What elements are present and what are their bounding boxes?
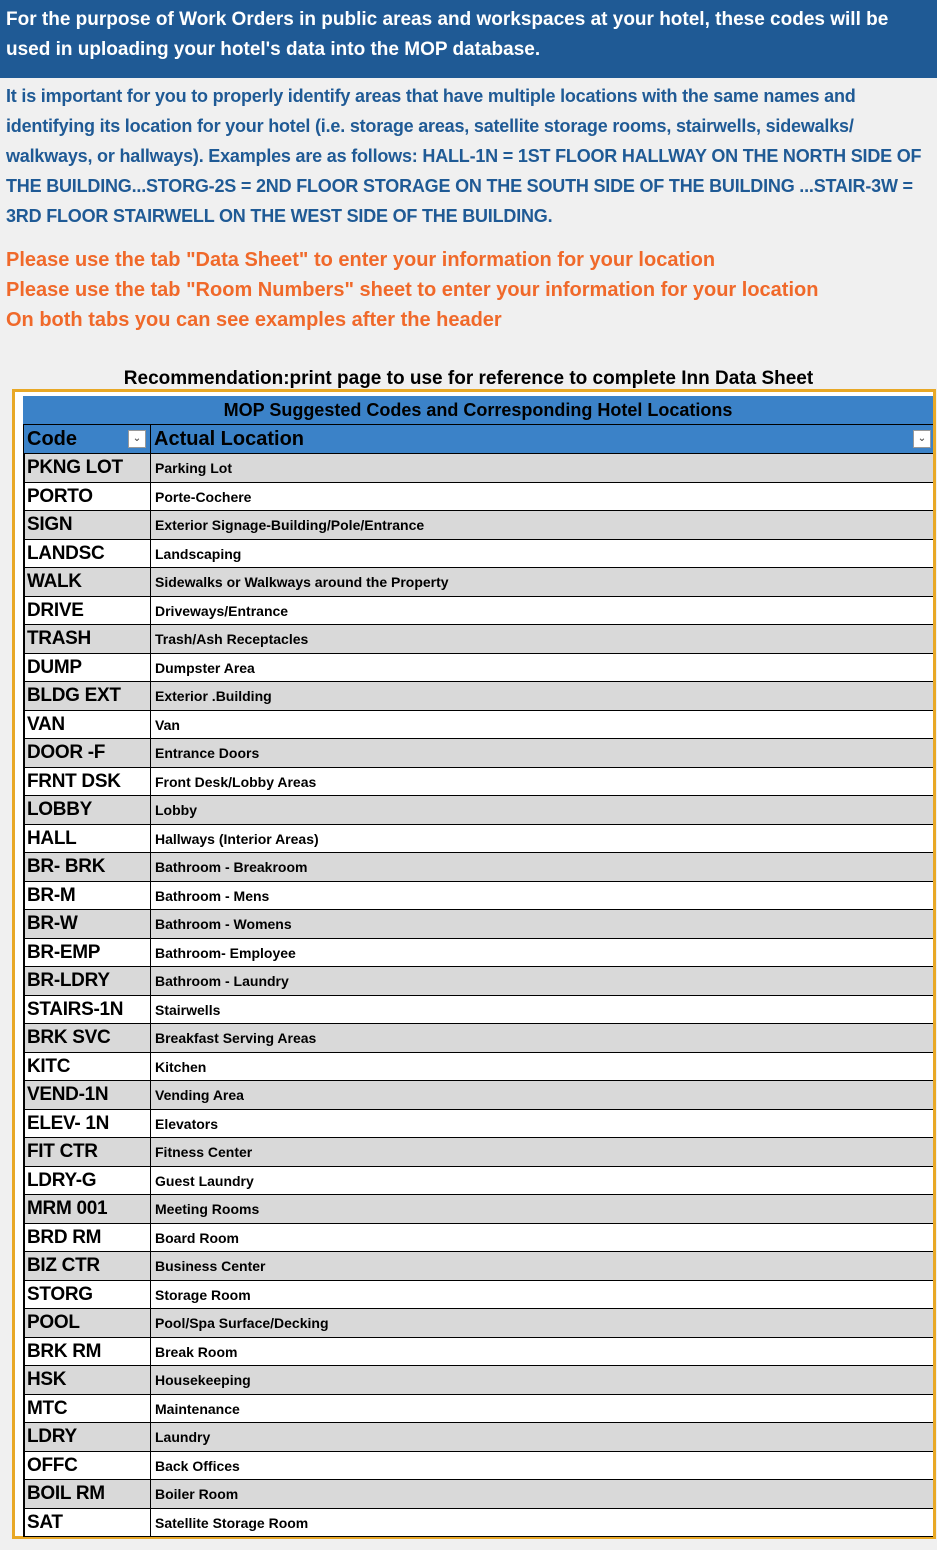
instruction-line: On both tabs you can see examples after the header: [6, 309, 502, 331]
table-row[interactable]: [25, 1167, 933, 1196]
table-row[interactable]: [25, 1252, 933, 1281]
table-row[interactable]: [25, 654, 933, 683]
location-cell[interactable]: Sidewalks or Walkways around the Property: [155, 574, 449, 590]
table-row[interactable]: [25, 1138, 933, 1167]
location-cell[interactable]: Trash/Ash Receptacles: [155, 631, 309, 647]
info-paragraph: [6, 81, 931, 231]
location-cell[interactable]: Parking Lot: [155, 460, 233, 476]
intro-banner: [0, 0, 937, 78]
table-row[interactable]: [25, 1309, 933, 1338]
location-cell[interactable]: Bathroom - Womens: [155, 916, 292, 932]
table-body: [23, 454, 933, 1537]
table-row[interactable]: [25, 1338, 933, 1367]
table-row[interactable]: [25, 1281, 933, 1310]
location-cell[interactable]: Lobby: [155, 802, 197, 818]
code-cell[interactable]: BIZ CTR: [25, 1252, 151, 1280]
column-header-code[interactable]: [23, 425, 151, 453]
location-cell[interactable]: Bathroom - Breakroom: [155, 859, 308, 875]
code-cell[interactable]: WALK: [25, 568, 151, 596]
code-cell[interactable]: PORTO: [25, 483, 151, 511]
code-cell[interactable]: DOOR -F: [25, 739, 151, 767]
code-cell[interactable]: POOL: [25, 1309, 151, 1337]
code-cell[interactable]: BR- BRK: [25, 853, 151, 881]
code-cell[interactable]: BR-W: [25, 910, 151, 938]
table-row[interactable]: [25, 1366, 933, 1395]
location-cell[interactable]: Bathroom - Mens: [155, 887, 270, 904]
location-cell[interactable]: Bathroom- Employee: [155, 944, 296, 961]
code-cell[interactable]: MRM 001: [25, 1195, 151, 1223]
code-cell[interactable]: OFFC: [25, 1452, 151, 1480]
code-cell[interactable]: KITC: [25, 1053, 151, 1081]
location-cell[interactable]: Kitchen: [155, 1058, 207, 1075]
table-row[interactable]: [25, 996, 933, 1025]
column-header-location[interactable]: [151, 425, 933, 453]
code-cell[interactable]: DUMP: [25, 654, 151, 682]
code-cell[interactable]: LANDSC: [25, 540, 151, 568]
intro-banner-text: For the purpose of Work Orders in public areas and workspaces at your hotel, these codes will be used in uploading your hotel's data into the MOP database.: [6, 9, 889, 60]
location-cell[interactable]: Pool/Spa Surface/Decking: [155, 1315, 329, 1331]
location-cell[interactable]: Fitness Center: [155, 1144, 253, 1160]
location-cell[interactable]: Breakfast Serving Areas: [155, 1030, 317, 1046]
code-cell[interactable]: ELEV- 1N: [25, 1110, 151, 1138]
location-cell[interactable]: Hallways (Interior Areas): [155, 830, 319, 847]
table-row[interactable]: [25, 882, 933, 911]
location-cell[interactable]: Board Room: [155, 1229, 239, 1246]
table-row[interactable]: [25, 454, 933, 483]
table-row[interactable]: [25, 967, 933, 996]
code-cell[interactable]: HSK: [25, 1366, 151, 1394]
code-cell[interactable]: BOIL RM: [25, 1480, 151, 1508]
location-cell[interactable]: Driveways/Entrance: [155, 602, 289, 619]
location-cell[interactable]: Guest Laundry: [155, 1172, 254, 1189]
location-cell[interactable]: Porte-Cochere: [155, 488, 252, 505]
table-row[interactable]: [25, 540, 933, 569]
location-cell[interactable]: Stairwells: [155, 1001, 221, 1018]
filter-dropdown-location-icon[interactable]: ⌄: [913, 430, 931, 448]
column-header-location-label: Actual Location: [154, 428, 305, 450]
location-cell[interactable]: Exterior .Building: [155, 688, 272, 704]
table-row[interactable]: [25, 939, 933, 968]
table-row[interactable]: [25, 1452, 933, 1481]
table-row[interactable]: [25, 682, 933, 711]
table-row[interactable]: [25, 568, 933, 597]
code-cell[interactable]: BRK SVC: [25, 1024, 151, 1052]
instructions: [6, 245, 931, 335]
code-cell[interactable]: BR-M: [25, 882, 151, 910]
recommendation-heading: Recommendation:print page to use for reference to complete Inn Data Sheet: [123, 368, 814, 389]
code-cell[interactable]: BLDG EXT: [25, 682, 151, 710]
info-text: It is important for you to properly identify areas that have multiple locations with the same names and identifying its location for your hotel (i.e. storage areas, satellite storage rooms, stairwells, sidewalks/ walkways, or hallways). Examples are as follows: HALL-1N = 1ST FLOOR HALLWAY ON THE NORTH SIDE OF THE BUILDING...STORG-2S = 2ND FLOOR STORAGE ON THE SOUTH SIDE OF THE BUILDING ...STAIR-3W = 3RD FLOOR STAIRWELL ON THE WEST SIDE OF THE BUILDING.: [6, 86, 922, 226]
code-cell[interactable]: BRD RM: [25, 1224, 151, 1252]
code-cell[interactable]: FIT CTR: [25, 1138, 151, 1166]
table-row[interactable]: [25, 768, 933, 797]
code-cell[interactable]: MTC: [25, 1395, 151, 1423]
code-cell[interactable]: BR-LDRY: [25, 967, 151, 995]
table-row[interactable]: [25, 1195, 933, 1224]
table-row[interactable]: [25, 483, 933, 512]
location-cell[interactable]: Business Center: [155, 1258, 266, 1274]
location-cell[interactable]: Entrance Doors: [155, 745, 260, 761]
table-row[interactable]: [25, 825, 933, 854]
table-row[interactable]: [25, 625, 933, 654]
table-row[interactable]: [25, 1509, 933, 1538]
instruction-line: Please use the tab "Room Numbers" sheet to enter your information for your location: [6, 279, 819, 301]
code-cell[interactable]: LDRY: [25, 1423, 151, 1451]
code-cell[interactable]: FRNT DSK: [25, 768, 151, 796]
code-cell[interactable]: SAT: [25, 1509, 151, 1537]
code-cell[interactable]: HALL: [25, 825, 151, 853]
location-cell[interactable]: Meeting Rooms: [155, 1201, 260, 1217]
location-cell[interactable]: Boiler Room: [155, 1486, 239, 1502]
table-row[interactable]: [25, 796, 933, 825]
code-cell[interactable]: BRK RM: [25, 1338, 151, 1366]
code-cell[interactable]: STAIRS-1N: [25, 996, 151, 1024]
code-cell[interactable]: PKNG LOT: [25, 454, 151, 482]
table-row[interactable]: [25, 1224, 933, 1253]
table-row[interactable]: [25, 1110, 933, 1139]
location-cell[interactable]: Laundry: [155, 1429, 211, 1445]
table-header-row: [23, 425, 933, 454]
location-cell[interactable]: Vending Area: [155, 1087, 244, 1103]
table-row[interactable]: [25, 1480, 933, 1509]
location-cell[interactable]: Landscaping: [155, 545, 242, 562]
location-cell[interactable]: Back Offices: [155, 1457, 240, 1474]
location-cell[interactable]: Housekeeping: [155, 1372, 251, 1388]
code-cell[interactable]: DRIVE: [25, 597, 151, 625]
table-row[interactable]: [25, 1395, 933, 1424]
location-cell[interactable]: Exterior Signage-Building/Pole/Entrance: [155, 517, 425, 533]
code-cell[interactable]: SIGN: [25, 511, 151, 539]
codes-table: [12, 389, 936, 1539]
table-row[interactable]: [25, 1053, 933, 1082]
table-title: MOP Suggested Codes and Corresponding Hotel Locations: [23, 396, 933, 425]
location-cell[interactable]: Van: [155, 716, 180, 733]
table-row[interactable]: [25, 910, 933, 939]
table-row[interactable]: [25, 597, 933, 626]
table-row[interactable]: [25, 1024, 933, 1053]
location-cell[interactable]: Maintenance: [155, 1400, 240, 1417]
table-row[interactable]: [25, 1423, 933, 1452]
code-cell[interactable]: STORG: [25, 1281, 151, 1309]
location-cell[interactable]: Break Room: [155, 1343, 238, 1360]
location-cell[interactable]: Bathroom - Laundry: [155, 973, 289, 989]
code-cell[interactable]: TRASH: [25, 625, 151, 653]
code-cell[interactable]: BR-EMP: [25, 939, 151, 967]
code-cell[interactable]: VAN: [25, 711, 151, 739]
instruction-line: Please use the tab "Data Sheet" to enter your information for your location: [6, 249, 716, 271]
table-row[interactable]: [25, 1081, 933, 1110]
location-cell[interactable]: Storage Room: [155, 1286, 251, 1303]
filter-dropdown-code-icon[interactable]: ⌄: [128, 430, 146, 448]
code-cell[interactable]: VEND-1N: [25, 1081, 151, 1109]
table-row[interactable]: [25, 739, 933, 768]
column-header-code-label: Code: [27, 428, 77, 450]
code-cell[interactable]: LOBBY: [25, 796, 151, 824]
table-row[interactable]: [25, 853, 933, 882]
code-cell[interactable]: LDRY-G: [25, 1167, 151, 1195]
table-row[interactable]: [25, 711, 933, 740]
location-cell[interactable]: Satellite Storage Room: [155, 1514, 309, 1531]
location-cell[interactable]: Elevators: [155, 1115, 219, 1132]
table-row[interactable]: [25, 511, 933, 540]
location-cell[interactable]: Dumpster Area: [155, 659, 255, 676]
location-cell[interactable]: Front Desk/Lobby Areas: [155, 773, 317, 790]
